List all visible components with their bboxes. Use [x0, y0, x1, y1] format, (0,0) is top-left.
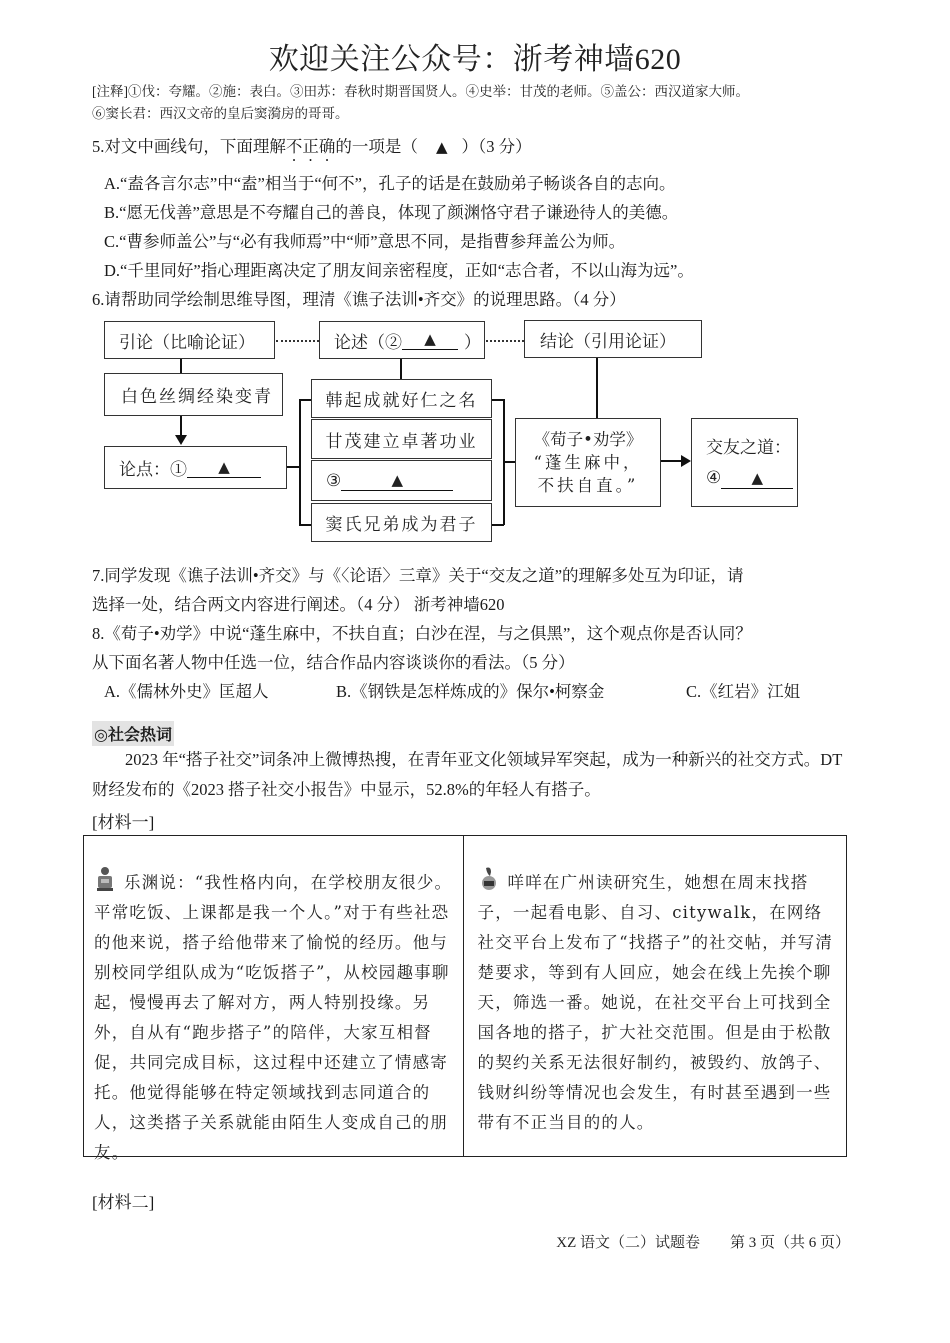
example-3-label: ③ — [326, 470, 342, 491]
material-1-right-text: 咩咩在广州读研究生，她想在周末找搭子，一起看电影、自习、citywalk，在网络社交平台上发布了“找搭子”的社交帖，并写清楚要求，等到有人回应，她会在线上先挨个聊天，筛选一番。她说，在社交平台上可找到全国各地的搭子，扩大社交范围。但是由于松散的契约关系无法很好制约，被毁约、放鸽子、钱财纠纷等情况也会发生，有时甚至遇到一些带有不正当目的的人。 — [477, 873, 834, 1132]
box-example-1 — [311, 379, 492, 418]
q5-option-a: A.“盍各言尔志”中“盍”相当于“何不”，孔子的话是在鼓励弟子畅谈各自的志向。 — [104, 174, 676, 193]
q5-option-d: D.“千里同好”指心理距离决定了朋友间亲密程度，正如“志合者，不以山海为远”。 — [104, 261, 694, 280]
friendship-label: 交友之道： — [706, 437, 791, 458]
blank-2 — [402, 330, 458, 350]
question-7-line-2: 选择一处，结合两文内容进行阐述。（4 分） 浙考神墙620 — [92, 595, 505, 614]
material-1-table — [83, 835, 847, 1162]
material-1-left-text: 乐渊说：“我性格内向，在学校朋友很少。平常吃饭、上课都是我一个人。”对于有些社恐的他来说，搭子给他带来了愉悦的经历。他与别校同学组队成为“吃饭搭子”，从校园趣事聊起，慢慢再去了解对方，两人特别投缘。另外，自从有“跑步搭子”的陪伴，大家互相督促，共同完成目标，这过程中还建立了情感寄托。他觉得能够在特定领域找到志同道合的人，这类搭子关系就能由陌生人变成自己的朋友。 — [94, 873, 453, 1162]
q8-option-c: C.《红岩》江姐 — [686, 682, 801, 701]
box-thesis — [104, 446, 287, 489]
answer-blank-triangle-icon: ▲ — [391, 470, 404, 489]
example-2-label: 甘茂建立卓著功业 — [325, 431, 478, 452]
connector-line — [596, 358, 598, 418]
box-argument — [319, 321, 485, 359]
section-intro: 2023 年“搭子社交”词条冲上微博热搜，在青年亚文化领域异军突起，成为一种新兴的社交方式。DT 财经发布的《2023 搭子社交小报告》中显示，52.8%的年轻人有搭子。 — [92, 750, 842, 799]
material-1-right-cell — [463, 836, 847, 1156]
connector-line — [661, 460, 683, 462]
arrow-right-icon — [681, 455, 691, 467]
connector-line — [400, 359, 402, 379]
material-1-label: [材料一] — [92, 813, 155, 832]
question-8-line-1: 8.《荀子•劝学》中说“蓬生麻中，不扶自直；白沙在涅，与之俱黑”，这个观点你是否认同？ — [92, 624, 752, 643]
bracket-line — [299, 399, 301, 525]
question-8-line-2: 从下面名著人物中任选一位，结合作品内容谈谈你的看法。（5 分） — [92, 653, 575, 672]
connector-line — [180, 359, 182, 373]
box-conclusion — [524, 320, 702, 358]
dotted-connector-2 — [486, 340, 524, 342]
q5-option-c: C.“曹参师盖公”与“必有我师焉”中“师”意思不同，是指曹参拜盖公为师。 — [104, 232, 626, 251]
arrow-down-icon — [175, 435, 187, 445]
section-heading: ◎社会热词 — [92, 721, 174, 746]
answer-blank-triangle-icon: ▲ — [751, 468, 764, 487]
argument-close: ） — [464, 332, 481, 353]
q5-score: ）（3 分） — [461, 137, 532, 156]
material-1-left-cell — [84, 836, 463, 1162]
q5-prefix: 5.对文中画线句，下面理解 — [92, 137, 286, 156]
annotation-line-1: [注释]①伐：夸耀。②施：表白。③田苏：春秋时期晋国贤人。④史举：甘茂的老师。⑤盖公：西汉道家大师。 — [92, 84, 749, 99]
q5-suffix: 的一项是（ — [335, 137, 418, 156]
example-1-label: 韩起成就好仁之名 — [325, 391, 478, 411]
female-student-avatar-icon — [478, 866, 500, 892]
metaphor-label: 白色丝绸经染变青 — [121, 387, 273, 407]
box-metaphor — [104, 373, 283, 416]
question-7-line-1: 7.同学发现《谯子法训•齐交》与《〈论语〉三章》关于“交友之道”的理解多处互为印证，请 — [92, 566, 744, 585]
friendship-num: ④ — [706, 467, 722, 488]
material-2-label: [材料二] — [92, 1193, 155, 1212]
q8-option-b: B.《钢铁是怎样炼成的》保尔•柯察金 — [336, 682, 605, 701]
page-banner: 欢迎关注公众号：浙考神墙620 — [268, 43, 682, 76]
connector-line — [503, 461, 515, 463]
annotation-line-2: ⑥窦长君：西汉文帝的皇后窦漪房的哥哥。 — [92, 106, 349, 121]
bracket-line — [492, 524, 504, 526]
question-5 — [92, 133, 532, 165]
page-footer: XZ 语文（二）试题卷 第 3 页（共 6 页） — [556, 1235, 850, 1251]
intro-label: 引论（比喻论证） — [119, 332, 255, 353]
answer-blank-triangle-icon: ▲ — [218, 457, 230, 476]
question-6: 6.请帮助同学绘制思维导图，理清《谯子法训•齐交》的说理思路。（4 分） — [92, 290, 626, 309]
answer-blank-triangle-icon: ▲ — [436, 138, 448, 156]
dotted-connector-1 — [276, 340, 319, 342]
q5-option-b: B.“愿无伐善”意思是不夸耀自己的善良，体现了颜渊恪守君子谦逊待人的美德。 — [104, 203, 679, 222]
blank-3 — [341, 471, 453, 491]
thesis-label: 论点：① — [119, 460, 187, 480]
quote-line-1: “蓬生麻中， — [533, 453, 643, 472]
blank-1 — [187, 458, 261, 478]
box-quote — [515, 418, 661, 507]
box-example-4 — [311, 503, 492, 542]
argument-label: 论述（② — [334, 332, 402, 353]
q5-emphasis: 不正确 — [285, 137, 336, 156]
box-friendship — [691, 418, 798, 507]
example-4-label: 窦氏兄弟成为君子 — [325, 515, 478, 535]
quote-source: 《荀子•劝学》 — [533, 430, 643, 449]
blank-4 — [721, 469, 793, 489]
quote-line-2: 不扶自直。” — [537, 476, 639, 495]
box-example-3 — [311, 460, 492, 501]
male-student-avatar-icon — [94, 866, 116, 892]
answer-blank-triangle-icon: ▲ — [424, 330, 436, 348]
q8-option-a: A.《儒林外史》匡超人 — [104, 682, 269, 701]
box-introduction — [104, 321, 275, 359]
conclusion-label: 结论（引用论证） — [540, 331, 676, 352]
box-example-2 — [311, 419, 492, 459]
